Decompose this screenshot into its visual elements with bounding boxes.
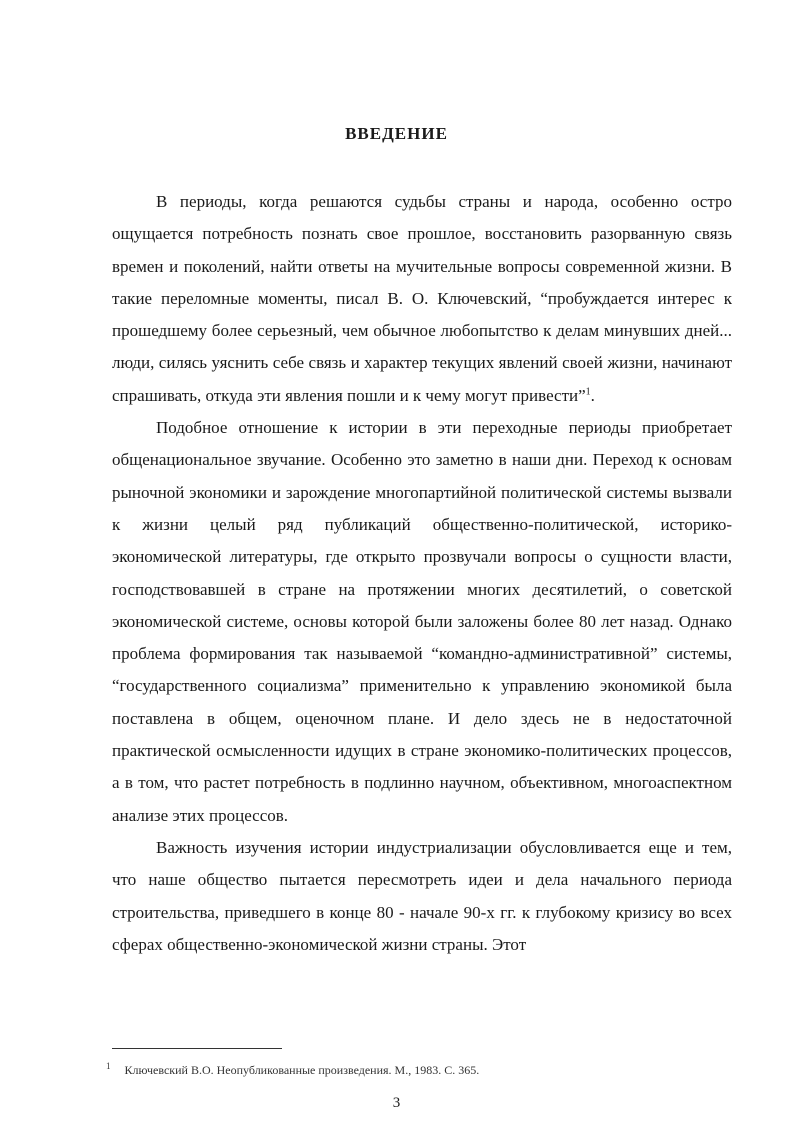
footnote-divider	[112, 1048, 282, 1049]
page-title: ВВЕДЕНИЕ	[345, 124, 448, 143]
paragraph-3: Важность изучения истории индустриализации обусловливается еще и тем, что наше общество пытается пересмотреть идеи и дела начального периода строительства, приведшего в конце 80 - начале 90-х гг. к глубокому кризису во всех сферах общественно-экономической жизни страны. Этот	[112, 837, 732, 954]
paragraph-1-tail: .	[590, 385, 595, 405]
paragraph-2: Подобное отношение к истории в эти переходные периоды приобретает общенациональное звучание. Особенно это заметно в наши дни. Переход к основам рыночной экономики и зарождение многопартийной политической системы вызвали к жизни целый ряд публикаций общественно-политической, историко-экономической литературы, где открыто прозвучали вопросы о сущности власти, господствовавшей в стране на протяжении многих десятилетий, о советской экономической системе, основы которой были заложены более 80 лет назад. Однако проблема формирования так называемой “командно-административной” системы, “государственного социализма” применительно к управлению экономикой была поставлена в общем, оценочном плане. И дело здесь не в недостаточной практической осмысленности идущих в стране экономико-политических процессов, а в том, что растет потребность в подлинно научном, объективном, многоаспектном анализе этих процессов.	[112, 418, 732, 825]
footnote-marker: 1	[106, 1061, 111, 1071]
footnote-text: Ключевский В.О. Неопубликованные произведения. М., 1983. С. 365.	[124, 1063, 480, 1077]
footnote-reference: 1	[585, 386, 591, 398]
page-number: 3	[392, 1095, 401, 1111]
footnote	[106, 1058, 706, 1078]
main-text	[112, 186, 732, 961]
paragraph-1-text: В периоды, когда решаются судьбы страны и народа, особенно остро ощущается потребность познать свое прошлое, восстановить разорванную связь времен и поколений, найти ответы на мучительные вопросы современной жизни. В такие переломные моменты, писал В. О. Ключевский, “пробуждается интерес к прошедшему более серьезный, чем обычное любопытство к делам минувших дней... люди, силясь уяснить себе связь и характер текущих явлений своей жизни, начинают спрашивать, откуда эти явления пошли и к чему могут привести”	[112, 192, 732, 405]
paragraph-1	[112, 186, 732, 412]
